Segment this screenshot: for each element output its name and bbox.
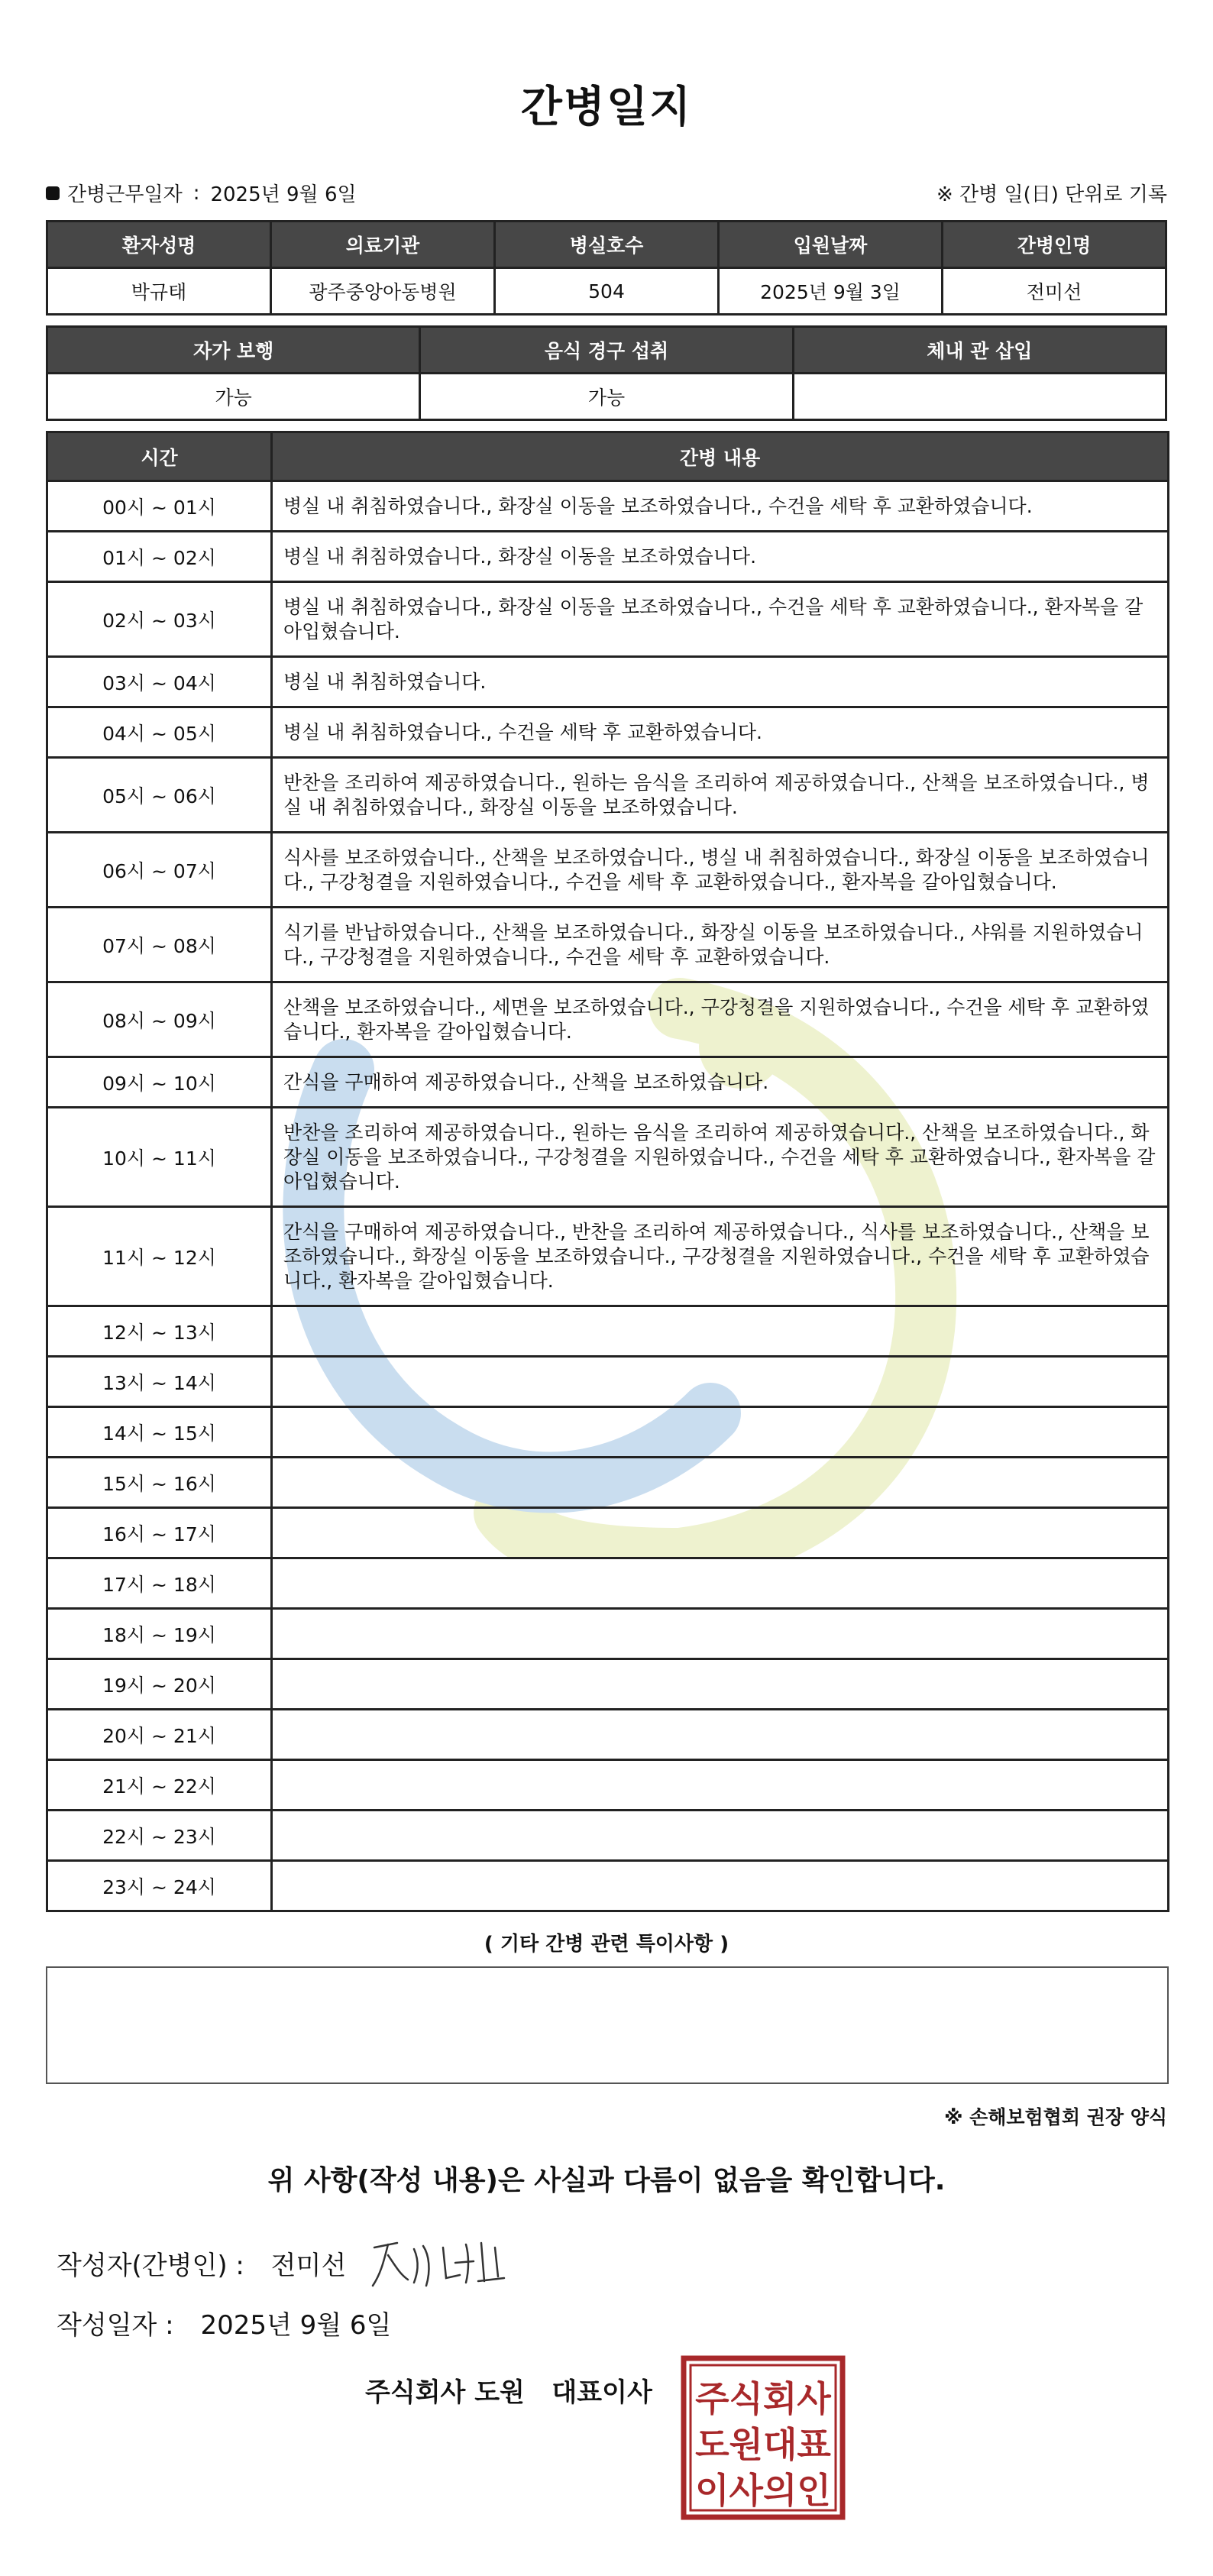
time-cell: 03시 ~ 04시 [47, 657, 272, 707]
table-row [47, 1108, 1169, 1207]
header-time: 시간 [47, 432, 272, 481]
time-cell: 08시 ~ 09시 [47, 982, 272, 1057]
table-row [47, 1458, 1169, 1508]
content-cell [272, 1508, 1169, 1558]
content-cell [272, 1407, 1169, 1458]
table-row [47, 1508, 1169, 1558]
content-cell [272, 1558, 1169, 1609]
time-cell: 16시 ~ 17시 [47, 1508, 272, 1558]
svg-text:이사의인: 이사의인 [695, 2470, 831, 2511]
time-cell: 15시 ~ 16시 [47, 1458, 272, 1508]
header-patient-name: 환자성명 [47, 222, 271, 268]
content-cell: 간식을 구매하여 제공하였습니다., 반찬을 조리하여 제공하였습니다., 식사를 보조하였습니다., 산책을 보조하였습니다., 화장실 이동을 보조하였습니다., 구강청결을 지원하였습니다., 수건을 세탁 후 교환하였습니다., 환자복을 갈아입혔습니다. [272, 1207, 1169, 1306]
header-self-walking: 자가 보행 [47, 327, 420, 374]
handwritten-signature-icon [367, 2232, 512, 2293]
time-cell: 19시 ~ 20시 [47, 1659, 272, 1710]
author-label: 작성자(간병인) : [57, 2251, 244, 2281]
value-oral-intake: 가능 [420, 374, 793, 420]
content-cell [272, 1609, 1169, 1659]
header-care-content: 간병 내용 [272, 432, 1169, 481]
written-date-line [57, 2304, 391, 2341]
table-row [47, 1760, 1169, 1811]
time-cell: 18시 ~ 19시 [47, 1609, 272, 1659]
work-date-separator: : [192, 181, 200, 205]
content-cell: 식기를 반납하였습니다., 산책을 보조하였습니다., 화장실 이동을 보조하였습니다., 샤워를 지원하였습니다., 구강청결을 지원하였습니다., 수건을 세탁 후 교환하였습니다. [272, 908, 1169, 982]
table-row [47, 481, 1169, 532]
content-cell [272, 1357, 1169, 1407]
time-cell: 13시 ~ 14시 [47, 1357, 272, 1407]
content-cell: 병실 내 취침하였습니다. [272, 657, 1169, 707]
header-oral-intake: 음식 경구 섭취 [420, 327, 793, 374]
patient-info-table [46, 220, 1167, 316]
value-room: 504 [495, 268, 719, 315]
time-cell: 23시 ~ 24시 [47, 1861, 272, 1911]
value-self-walking: 가능 [47, 374, 420, 420]
content-cell [272, 1306, 1169, 1357]
table-row [47, 1861, 1169, 1911]
time-cell: 01시 ~ 02시 [47, 532, 272, 582]
time-cell: 06시 ~ 07시 [47, 833, 272, 908]
time-cell: 04시 ~ 05시 [47, 707, 272, 758]
square-bullet-icon [46, 186, 60, 200]
svg-text:도원대표: 도원대표 [695, 2424, 831, 2465]
time-cell: 02시 ~ 03시 [47, 582, 272, 657]
written-date-label: 작성일자 : [57, 2310, 174, 2341]
time-cell: 10시 ~ 11시 [47, 1108, 272, 1207]
content-cell: 간식을 구매하여 제공하였습니다., 산책을 보조하였습니다. [272, 1057, 1169, 1108]
table-row [47, 908, 1169, 982]
table-row [47, 1306, 1169, 1357]
content-cell: 반찬을 조리하여 제공하였습니다., 원하는 음식을 조리하여 제공하였습니다., 산책을 보조하였습니다., 화장실 이동을 보조하였습니다., 구강청결을 지원하였습니다., 수건을 세탁 후 교환하였습니다., 환자복을 갈아입혔습니다. [272, 1108, 1169, 1207]
confirmation-statement: 위 사항(작성 내용)은 사실과 다름이 없음을 확인합니다. [267, 2165, 946, 2196]
content-cell: 반찬을 조리하여 제공하였습니다., 원하는 음식을 조리하여 제공하였습니다., 산책을 보조하였습니다., 병실 내 취침하였습니다., 화장실 이동을 보조하였습니다. [272, 758, 1169, 833]
footnote: ※ 손해보험협회 권장 양식 [944, 2106, 1167, 2128]
value-patient-name: 박규태 [47, 268, 271, 315]
header-room: 병실호수 [495, 222, 719, 268]
content-cell [272, 1760, 1169, 1811]
header-hospital: 의료기관 [271, 222, 495, 268]
content-cell: 산책을 보조하였습니다., 세면을 보조하였습니다., 구강청결을 지원하였습니다., 수건을 세탁 후 교환하였습니다., 환자복을 갈아입혔습니다. [272, 982, 1169, 1057]
remarks-title: ( 기타 간병 관련 특이사항 ) [484, 1933, 729, 1956]
content-cell: 병실 내 취침하였습니다., 화장실 이동을 보조하였습니다. [272, 532, 1169, 582]
table-row [47, 1659, 1169, 1710]
content-cell [272, 1861, 1169, 1911]
time-cell: 11시 ~ 12시 [47, 1207, 272, 1306]
header-caregiver-name: 간병인명 [943, 222, 1166, 268]
value-tube-insertion [793, 374, 1166, 420]
content-cell: 식사를 보조하였습니다., 산책을 보조하였습니다., 병실 내 취침하였습니다., 화장실 이동을 보조하였습니다., 구강청결을 지원하였습니다., 수건을 세탁 후 교환하였습니다., 환자복을 갈아입혔습니다. [272, 833, 1169, 908]
content-cell [272, 1811, 1169, 1861]
work-date-row [46, 179, 1167, 209]
table-row [47, 1357, 1169, 1407]
time-cell: 00시 ~ 01시 [47, 481, 272, 532]
table-row [47, 1609, 1169, 1659]
patient-status-table [46, 325, 1167, 421]
time-cell: 17시 ~ 18시 [47, 1558, 272, 1609]
table-row [47, 657, 1169, 707]
content-cell: 병실 내 취침하였습니다., 화장실 이동을 보조하였습니다., 수건을 세탁 후 교환하였습니다. [272, 481, 1169, 532]
content-cell [272, 1659, 1169, 1710]
unit-note: ※ 간병 일(日) 단위로 기록 [936, 183, 1167, 206]
table-row [47, 707, 1169, 758]
work-date-value: 2025년 9월 6일 [210, 183, 357, 206]
content-cell: 병실 내 취침하였습니다., 수건을 세탁 후 교환하였습니다. [272, 707, 1169, 758]
time-cell: 21시 ~ 22시 [47, 1760, 272, 1811]
value-caregiver-name: 전미선 [943, 268, 1166, 315]
time-cell: 22시 ~ 23시 [47, 1811, 272, 1861]
header-tube-insertion: 체내 관 삽입 [793, 327, 1166, 374]
time-cell: 09시 ~ 10시 [47, 1057, 272, 1108]
table-row [47, 532, 1169, 582]
value-admission-date: 2025년 9월 3일 [719, 268, 943, 315]
company-name: 주식회사 도원 대표이사 [365, 2377, 652, 2408]
table-row [47, 1710, 1169, 1760]
time-cell: 07시 ~ 08시 [47, 908, 272, 982]
table-row [47, 1407, 1169, 1458]
remarks-box [46, 1966, 1169, 2084]
table-row [47, 582, 1169, 657]
table-row [47, 1057, 1169, 1108]
time-cell: 05시 ~ 06시 [47, 758, 272, 833]
work-date-label: 간병근무일자 [67, 183, 183, 206]
table-row [47, 758, 1169, 833]
table-row [47, 833, 1169, 908]
author-name: 전미선 [270, 2251, 347, 2281]
table-row [47, 982, 1169, 1057]
company-seal-stamp-icon [680, 2354, 846, 2521]
content-cell [272, 1458, 1169, 1508]
time-cell: 20시 ~ 21시 [47, 1710, 272, 1760]
document-title: 간병일지 [520, 83, 693, 132]
time-cell: 14시 ~ 15시 [47, 1407, 272, 1458]
time-cell: 12시 ~ 13시 [47, 1306, 272, 1357]
svg-text:주식회사: 주식회사 [695, 2378, 831, 2419]
value-hospital: 광주중앙아동병원 [271, 268, 495, 315]
header-admission-date: 입원날짜 [719, 222, 943, 268]
table-row [47, 1558, 1169, 1609]
table-row [47, 1207, 1169, 1306]
content-cell: 병실 내 취침하였습니다., 화장실 이동을 보조하였습니다., 수건을 세탁 후 교환하였습니다., 환자복을 갈아입혔습니다. [272, 582, 1169, 657]
table-row [47, 1811, 1169, 1861]
content-cell [272, 1710, 1169, 1760]
author-line [57, 2244, 346, 2282]
written-date-value: 2025년 9월 6일 [200, 2310, 392, 2341]
care-log-table [46, 431, 1169, 1912]
